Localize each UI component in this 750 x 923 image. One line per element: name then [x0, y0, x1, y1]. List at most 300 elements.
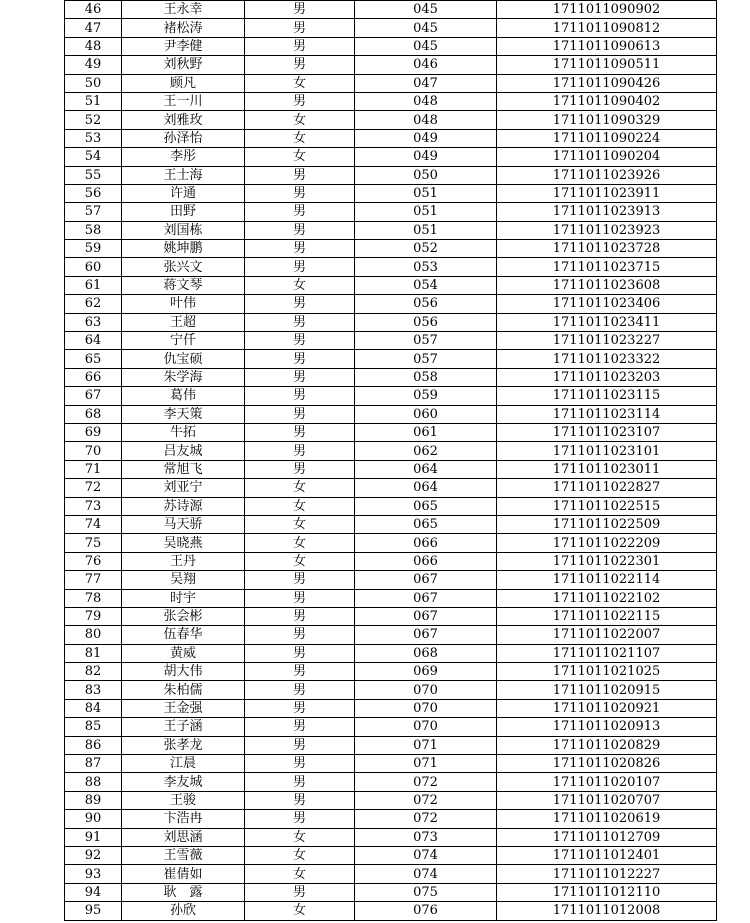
table-row	[65, 810, 717, 828]
gender-cell: 男	[245, 405, 355, 423]
gender-cell: 女	[245, 479, 355, 497]
rank-cell: 049	[355, 129, 497, 147]
seq-cell: 53	[65, 129, 122, 147]
table-row	[65, 626, 717, 644]
seq-cell: 67	[65, 387, 122, 405]
name-cell: 李友城	[122, 773, 245, 791]
table-row	[65, 883, 717, 901]
gender-cell: 女	[245, 74, 355, 92]
table-row	[65, 332, 717, 350]
id-number-cell: 1711011090402	[497, 92, 717, 110]
name-cell: 张孝龙	[122, 736, 245, 754]
table-row	[65, 460, 717, 478]
name-cell: 刘国栋	[122, 221, 245, 239]
name-cell: 王骏	[122, 791, 245, 809]
gender-cell: 男	[245, 313, 355, 331]
rank-cell: 070	[355, 681, 497, 699]
gender-cell: 男	[245, 718, 355, 736]
rank-cell: 067	[355, 589, 497, 607]
rank-cell: 068	[355, 644, 497, 662]
id-number-cell: 1711011012401	[497, 846, 717, 864]
name-cell: 仇宝硕	[122, 350, 245, 368]
name-cell: 许通	[122, 184, 245, 202]
seq-cell: 51	[65, 92, 122, 110]
rank-cell: 050	[355, 166, 497, 184]
table-row	[65, 203, 717, 221]
rank-cell: 072	[355, 773, 497, 791]
id-number-cell: 1711011023911	[497, 184, 717, 202]
table-row	[65, 663, 717, 681]
id-number-cell: 1711011090511	[497, 56, 717, 74]
seq-cell: 83	[65, 681, 122, 699]
rank-cell: 048	[355, 92, 497, 110]
rank-cell: 047	[355, 74, 497, 92]
table-row	[65, 791, 717, 809]
id-number-cell: 1711011020913	[497, 718, 717, 736]
seq-cell: 56	[65, 184, 122, 202]
rank-cell: 075	[355, 883, 497, 901]
name-cell: 王一川	[122, 92, 245, 110]
gender-cell: 男	[245, 460, 355, 478]
name-cell: 褚松涛	[122, 19, 245, 37]
name-cell: 王超	[122, 313, 245, 331]
id-number-cell: 1711011023114	[497, 405, 717, 423]
id-number-cell: 1711011023101	[497, 442, 717, 460]
rank-cell: 045	[355, 37, 497, 55]
rank-cell: 067	[355, 626, 497, 644]
table-row	[65, 846, 717, 864]
gender-cell: 女	[245, 902, 355, 920]
id-number-cell: 1711011023913	[497, 203, 717, 221]
seq-cell: 58	[65, 221, 122, 239]
name-cell: 王丹	[122, 552, 245, 570]
rank-cell: 053	[355, 258, 497, 276]
table-row	[65, 74, 717, 92]
gender-cell: 男	[245, 442, 355, 460]
rank-cell: 064	[355, 460, 497, 478]
id-number-cell: 1711011022515	[497, 497, 717, 515]
seq-cell: 49	[65, 56, 122, 74]
id-number-cell: 1711011023715	[497, 258, 717, 276]
table-row	[65, 828, 717, 846]
id-number-cell: 1711011022007	[497, 626, 717, 644]
name-cell: 吴晓燕	[122, 534, 245, 552]
rank-cell: 052	[355, 240, 497, 258]
rank-cell: 060	[355, 405, 497, 423]
id-number-cell: 1711011090902	[497, 1, 717, 19]
seq-cell: 50	[65, 74, 122, 92]
table-row	[65, 92, 717, 110]
name-cell: 刘秋野	[122, 56, 245, 74]
rank-cell: 074	[355, 865, 497, 883]
id-number-cell: 1711011022209	[497, 534, 717, 552]
table-row	[65, 773, 717, 791]
name-cell: 孙泽怡	[122, 129, 245, 147]
name-cell: 耿 露	[122, 883, 245, 901]
seq-cell: 65	[65, 350, 122, 368]
seq-cell: 57	[65, 203, 122, 221]
name-cell: 王雪薇	[122, 846, 245, 864]
id-number-cell: 1711011023926	[497, 166, 717, 184]
seq-cell: 89	[65, 791, 122, 809]
gender-cell: 男	[245, 19, 355, 37]
rank-cell: 074	[355, 846, 497, 864]
id-number-cell: 1711011012227	[497, 865, 717, 883]
gender-cell: 男	[245, 773, 355, 791]
table-row	[65, 148, 717, 166]
name-cell: 刘雅玫	[122, 111, 245, 129]
rank-cell: 062	[355, 442, 497, 460]
name-cell: 黄威	[122, 644, 245, 662]
table-row	[65, 240, 717, 258]
seq-cell: 95	[65, 902, 122, 920]
name-cell: 时宇	[122, 589, 245, 607]
gender-cell: 女	[245, 148, 355, 166]
seq-cell: 62	[65, 295, 122, 313]
seq-cell: 71	[65, 460, 122, 478]
rank-cell: 072	[355, 791, 497, 809]
seq-cell: 69	[65, 423, 122, 441]
table-row	[65, 19, 717, 37]
name-cell: 朱柏儒	[122, 681, 245, 699]
seq-cell: 73	[65, 497, 122, 515]
gender-cell: 男	[245, 626, 355, 644]
id-number-cell: 1711011023406	[497, 295, 717, 313]
id-number-cell: 1711011023011	[497, 460, 717, 478]
roster-table	[64, 0, 717, 921]
id-number-cell: 1711011020619	[497, 810, 717, 828]
seq-cell: 48	[65, 37, 122, 55]
table-row	[65, 515, 717, 533]
id-number-cell: 1711011023923	[497, 221, 717, 239]
id-number-cell: 1711011090224	[497, 129, 717, 147]
name-cell: 吴翔	[122, 571, 245, 589]
table-row	[65, 865, 717, 883]
gender-cell: 女	[245, 865, 355, 883]
table-row	[65, 479, 717, 497]
name-cell: 孙欣	[122, 902, 245, 920]
table-row	[65, 313, 717, 331]
gender-cell: 女	[245, 276, 355, 294]
table-row	[65, 442, 717, 460]
rank-cell: 051	[355, 221, 497, 239]
seq-cell: 81	[65, 644, 122, 662]
table-row	[65, 276, 717, 294]
gender-cell: 男	[245, 221, 355, 239]
rank-cell: 058	[355, 368, 497, 386]
roster-table-body	[65, 1, 717, 921]
gender-cell: 男	[245, 332, 355, 350]
gender-cell: 男	[245, 699, 355, 717]
name-cell: 胡大伟	[122, 663, 245, 681]
rank-cell: 067	[355, 571, 497, 589]
gender-cell: 女	[245, 129, 355, 147]
seq-cell: 85	[65, 718, 122, 736]
seq-cell: 77	[65, 571, 122, 589]
table-row	[65, 552, 717, 570]
seq-cell: 64	[65, 332, 122, 350]
gender-cell: 男	[245, 166, 355, 184]
gender-cell: 男	[245, 387, 355, 405]
name-cell: 江晨	[122, 755, 245, 773]
rank-cell: 061	[355, 423, 497, 441]
id-number-cell: 1711011090329	[497, 111, 717, 129]
rank-cell: 067	[355, 607, 497, 625]
table-row	[65, 387, 717, 405]
table-row	[65, 166, 717, 184]
table-row	[65, 681, 717, 699]
seq-cell: 68	[65, 405, 122, 423]
table-row	[65, 755, 717, 773]
gender-cell: 女	[245, 534, 355, 552]
gender-cell: 男	[245, 295, 355, 313]
id-number-cell: 1711011012008	[497, 902, 717, 920]
id-number-cell: 1711011023411	[497, 313, 717, 331]
seq-cell: 61	[65, 276, 122, 294]
table-row	[65, 221, 717, 239]
name-cell: 朱学海	[122, 368, 245, 386]
rank-cell: 048	[355, 111, 497, 129]
name-cell: 王子涵	[122, 718, 245, 736]
table-row	[65, 423, 717, 441]
seq-cell: 91	[65, 828, 122, 846]
table-row	[65, 644, 717, 662]
id-number-cell: 1711011020915	[497, 681, 717, 699]
table-row	[65, 534, 717, 552]
name-cell: 宁仟	[122, 332, 245, 350]
table-row	[65, 589, 717, 607]
table-row	[65, 129, 717, 147]
seq-cell: 66	[65, 368, 122, 386]
table-row	[65, 699, 717, 717]
name-cell: 李彤	[122, 148, 245, 166]
seq-cell: 52	[65, 111, 122, 129]
id-number-cell: 1711011022509	[497, 515, 717, 533]
gender-cell: 男	[245, 240, 355, 258]
seq-cell: 55	[65, 166, 122, 184]
seq-cell: 75	[65, 534, 122, 552]
id-number-cell: 1711011022827	[497, 479, 717, 497]
table-row	[65, 258, 717, 276]
rank-cell: 056	[355, 295, 497, 313]
rank-cell: 076	[355, 902, 497, 920]
name-cell: 田野	[122, 203, 245, 221]
id-number-cell: 1711011023728	[497, 240, 717, 258]
seq-cell: 54	[65, 148, 122, 166]
table-row	[65, 405, 717, 423]
gender-cell: 男	[245, 607, 355, 625]
seq-cell: 76	[65, 552, 122, 570]
table-row	[65, 607, 717, 625]
table-row	[65, 368, 717, 386]
gender-cell: 男	[245, 37, 355, 55]
rank-cell: 065	[355, 515, 497, 533]
id-number-cell: 1711011023608	[497, 276, 717, 294]
id-number-cell: 1711011020829	[497, 736, 717, 754]
seq-cell: 72	[65, 479, 122, 497]
id-number-cell: 1711011021025	[497, 663, 717, 681]
name-cell: 苏诗源	[122, 497, 245, 515]
id-number-cell: 1711011020707	[497, 791, 717, 809]
seq-cell: 82	[65, 663, 122, 681]
id-number-cell: 1711011090204	[497, 148, 717, 166]
seq-cell: 78	[65, 589, 122, 607]
rank-cell: 065	[355, 497, 497, 515]
rank-cell: 071	[355, 736, 497, 754]
name-cell: 牛拓	[122, 423, 245, 441]
seq-cell: 94	[65, 883, 122, 901]
rank-cell: 070	[355, 699, 497, 717]
gender-cell: 男	[245, 589, 355, 607]
rank-cell: 057	[355, 332, 497, 350]
id-number-cell: 1711011023115	[497, 387, 717, 405]
gender-cell: 男	[245, 755, 355, 773]
gender-cell: 男	[245, 883, 355, 901]
gender-cell: 男	[245, 350, 355, 368]
id-number-cell: 1711011090812	[497, 19, 717, 37]
name-cell: 卞浩冉	[122, 810, 245, 828]
id-number-cell: 1711011020826	[497, 755, 717, 773]
gender-cell: 男	[245, 663, 355, 681]
id-number-cell: 1711011023203	[497, 368, 717, 386]
gender-cell: 男	[245, 1, 355, 19]
table-row	[65, 56, 717, 74]
rank-cell: 066	[355, 534, 497, 552]
name-cell: 刘思涵	[122, 828, 245, 846]
seq-cell: 70	[65, 442, 122, 460]
id-number-cell: 1711011090613	[497, 37, 717, 55]
id-number-cell: 1711011023322	[497, 350, 717, 368]
seq-cell: 79	[65, 607, 122, 625]
gender-cell: 女	[245, 497, 355, 515]
table-row	[65, 902, 717, 920]
gender-cell: 男	[245, 810, 355, 828]
name-cell: 刘亚宁	[122, 479, 245, 497]
id-number-cell: 1711011012110	[497, 883, 717, 901]
name-cell: 顾凡	[122, 74, 245, 92]
table-row	[65, 497, 717, 515]
id-number-cell: 1711011090426	[497, 74, 717, 92]
gender-cell: 男	[245, 56, 355, 74]
name-cell: 常旭飞	[122, 460, 245, 478]
gender-cell: 男	[245, 644, 355, 662]
id-number-cell: 1711011022301	[497, 552, 717, 570]
rank-cell: 046	[355, 56, 497, 74]
rank-cell: 064	[355, 479, 497, 497]
name-cell: 王士海	[122, 166, 245, 184]
seq-cell: 88	[65, 773, 122, 791]
seq-cell: 84	[65, 699, 122, 717]
name-cell: 马天骄	[122, 515, 245, 533]
gender-cell: 女	[245, 515, 355, 533]
id-number-cell: 1711011022115	[497, 607, 717, 625]
seq-cell: 92	[65, 846, 122, 864]
id-number-cell: 1711011012709	[497, 828, 717, 846]
gender-cell: 男	[245, 258, 355, 276]
gender-cell: 女	[245, 828, 355, 846]
rank-cell: 072	[355, 810, 497, 828]
seq-cell: 74	[65, 515, 122, 533]
gender-cell: 男	[245, 681, 355, 699]
table-row	[65, 1, 717, 19]
rank-cell: 049	[355, 148, 497, 166]
seq-cell: 63	[65, 313, 122, 331]
rank-cell: 070	[355, 718, 497, 736]
gender-cell: 男	[245, 92, 355, 110]
rank-cell: 073	[355, 828, 497, 846]
id-number-cell: 1711011020921	[497, 699, 717, 717]
gender-cell: 男	[245, 791, 355, 809]
gender-cell: 男	[245, 203, 355, 221]
rank-cell: 054	[355, 276, 497, 294]
table-row	[65, 736, 717, 754]
seq-cell: 80	[65, 626, 122, 644]
rank-cell: 057	[355, 350, 497, 368]
table-row	[65, 37, 717, 55]
name-cell: 王永幸	[122, 1, 245, 19]
rank-cell: 066	[355, 552, 497, 570]
name-cell: 崔倩如	[122, 865, 245, 883]
id-number-cell: 1711011021107	[497, 644, 717, 662]
rank-cell: 051	[355, 203, 497, 221]
seq-cell: 87	[65, 755, 122, 773]
gender-cell: 女	[245, 111, 355, 129]
table-row	[65, 111, 717, 129]
seq-cell: 47	[65, 19, 122, 37]
gender-cell: 女	[245, 552, 355, 570]
gender-cell: 男	[245, 571, 355, 589]
name-cell: 姚坤鹏	[122, 240, 245, 258]
name-cell: 尹李健	[122, 37, 245, 55]
name-cell: 叶伟	[122, 295, 245, 313]
table-row	[65, 350, 717, 368]
id-number-cell: 1711011022102	[497, 589, 717, 607]
rank-cell: 069	[355, 663, 497, 681]
gender-cell: 男	[245, 423, 355, 441]
name-cell: 吕友城	[122, 442, 245, 460]
name-cell: 王金强	[122, 699, 245, 717]
rank-cell: 059	[355, 387, 497, 405]
gender-cell: 女	[245, 846, 355, 864]
table-row	[65, 571, 717, 589]
seq-cell: 60	[65, 258, 122, 276]
gender-cell: 男	[245, 368, 355, 386]
table-row	[65, 184, 717, 202]
id-number-cell: 1711011023107	[497, 423, 717, 441]
rank-cell: 056	[355, 313, 497, 331]
name-cell: 蒋文琴	[122, 276, 245, 294]
id-number-cell: 1711011020107	[497, 773, 717, 791]
id-number-cell: 1711011022114	[497, 571, 717, 589]
name-cell: 李天策	[122, 405, 245, 423]
rank-cell: 071	[355, 755, 497, 773]
seq-cell: 90	[65, 810, 122, 828]
gender-cell: 男	[245, 736, 355, 754]
seq-cell: 86	[65, 736, 122, 754]
name-cell: 张会彬	[122, 607, 245, 625]
table-row	[65, 718, 717, 736]
rank-cell: 045	[355, 19, 497, 37]
rank-cell: 051	[355, 184, 497, 202]
id-number-cell: 1711011023227	[497, 332, 717, 350]
seq-cell: 93	[65, 865, 122, 883]
name-cell: 张兴文	[122, 258, 245, 276]
table-row	[65, 295, 717, 313]
seq-cell: 59	[65, 240, 122, 258]
name-cell: 葛伟	[122, 387, 245, 405]
seq-cell: 46	[65, 1, 122, 19]
rank-cell: 045	[355, 1, 497, 19]
